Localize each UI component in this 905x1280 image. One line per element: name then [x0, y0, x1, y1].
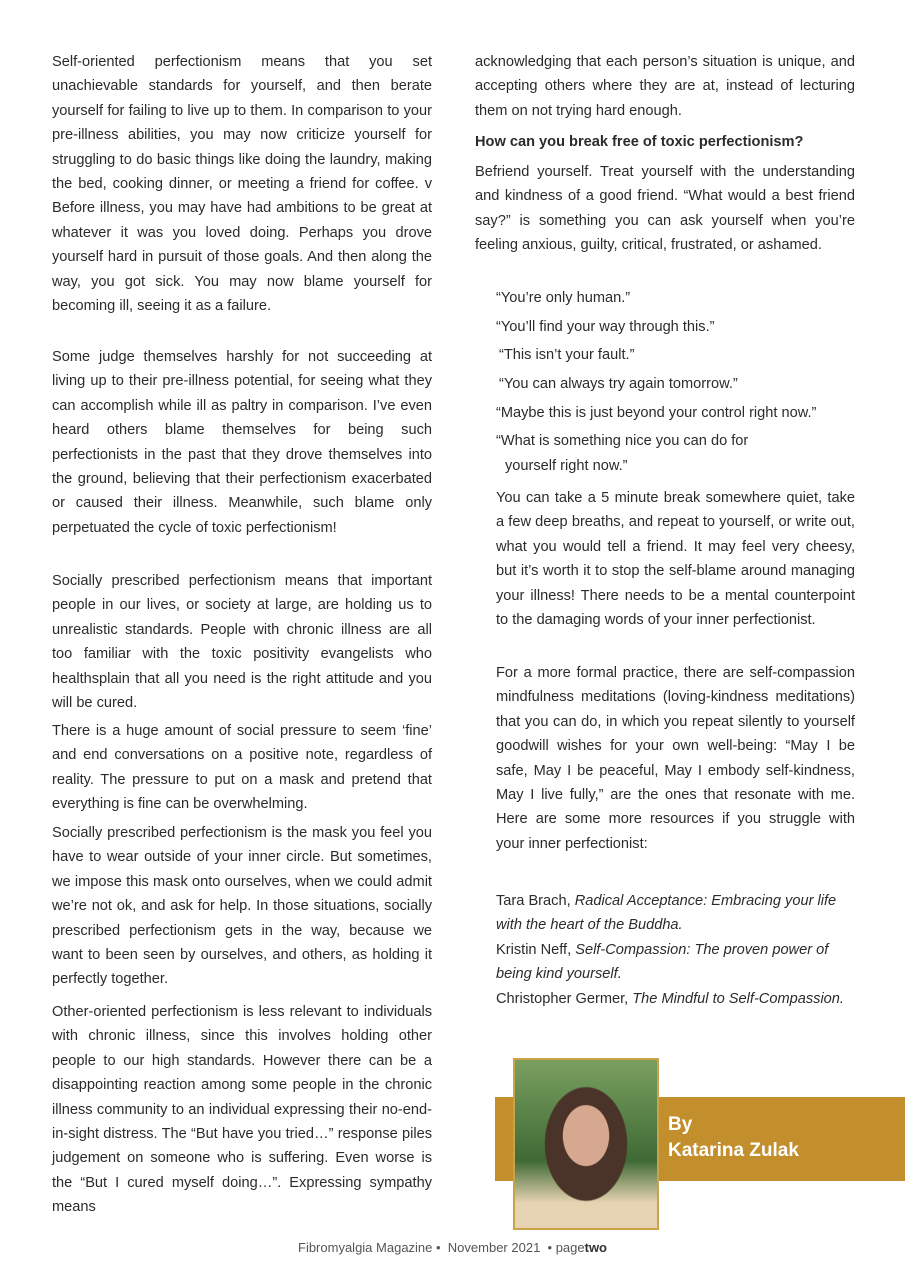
reference-item: [496, 987, 866, 1011]
quote: “You can always try again tomorrow.”: [499, 376, 738, 392]
footer-date: November 2021: [447, 1240, 541, 1255]
author-photo: [513, 1058, 659, 1230]
author-byline: [668, 1112, 799, 1164]
paragraph-befriend: Befriend yourself. Treat yourself with the understanding and kindness of a good friend. “What would a best friend say?” is something you can ask yourself when you’re feeling anxious, guilty, critical, frustrated, or ashamed.: [475, 164, 855, 254]
paragraph-other-oriented: Other-oriented perfectionism is less relevant to individuals with chronic illness, since this involves holding other people to our high standards. However there can be a disappointing reaction among some people in the chronic illness community to an individual expressing their no-end-in-sight distress. The “But have you tried…” response piles judgement on someone who is suffering. Even worse is the “But I cured myself doing…”. Expressing sympathy means: [52, 1004, 432, 1216]
reference-title: The Mindful to Self-Compassion.: [632, 990, 844, 1007]
reference-item: [496, 889, 866, 938]
byline-by: By: [668, 1114, 693, 1135]
paragraph-mask: Socially prescribed perfectionism is the mask you feel you have to wear outside of your inner circle. But sometimes, we impose this mask onto ourselves, when we could admit we’re not ok, and ask for help. In those situations, socially prescribed perfectionism gets in the way, because we want to been seen by ourselves, and others, as holding it perfectly together.: [52, 825, 432, 988]
paragraph-break: You can take a 5 minute break somewhere quiet, take a few deep breaths, and repeat to yourself, or write out, what you would tell a friend. It may feel very cheesy, but it’s worth it to stop the self-blame around managing your illness! There needs to be a mental counterpoint to the damaging words of your inner perfectionist.: [496, 490, 855, 629]
reference-title: Radical Acceptance: Embracing your life with the heart of the Buddha.: [496, 893, 837, 934]
quote: “You’ll find your way through this.”: [496, 319, 715, 335]
paragraph-practice: For a more formal practice, there are self-compassion mindfulness meditations (loving-kindness meditations) that you can do, in which you repeat silently to yourself goodwill wishes for your own well-being: “May I be safe, May I be peaceful, May I embody self-kindness, May I live fully,” are the ones that resonate with me. Here are some more resources if you struggle with your inner perfectionist:: [496, 665, 855, 852]
quote: “This isn’t your fault.”: [499, 347, 635, 363]
paragraph-judge-themselves: Some judge themselves harshly for not succeeding at living up to their pre-illness potential, for seeing what they can accomplish while ill as paltry in comparison. I’ve even heard others blame themselves for being such perfectionists in the past that they drove themselves into the ground, believing that their perfectionism exacerbated or caused their illness. Meanwhile, such blame only perpetuated the cycle of toxic perfectionism!: [52, 349, 432, 536]
section-heading: How can you break free of toxic perfectionism?: [475, 134, 804, 150]
paragraph-self-oriented: Self-oriented perfectionism means that you set unachievable standards for yourself, and then berate yourself for failing to live up to them. In comparison to your pre-illness abilities, you may now criticize yourself for struggling to do basic things like doing the laundry, making the bed, cooking dinner, or meeting a friend for coffee. v Before illness, you may have had ambitions to be great at whatever it was you loved doing. Perhaps you drove yourself hard in pursuit of those goals. And then along the way, you got sick. You may now blame yourself for becoming ill, seeing it as a failure.: [52, 54, 432, 315]
quote: “What is something nice you can do for: [496, 433, 749, 449]
reference-author: Tara Brach,: [496, 893, 575, 909]
quote: “Maybe this is just beyond your control right now.”: [496, 405, 817, 421]
footer-magazine: Fibromyalgia Magazine: [298, 1240, 433, 1255]
quote: “You’re only human.”: [496, 290, 631, 306]
paragraph-social-pressure: There is a huge amount of social pressure to seem ‘fine’ and end conversations on a positive note, regardless of reality. The pressure to put on a mask and pretend that everything is fine can be overwhelming.: [52, 723, 432, 813]
quote: yourself right now.”: [505, 458, 628, 474]
author-name: Katarina Zulak: [668, 1140, 799, 1161]
reference-item: [496, 938, 866, 987]
reference-title: Self-Compassion: The proven power of being kind yourself.: [496, 941, 829, 983]
paragraph-socially-prescribed: Socially prescribed perfectionism means that important people in our lives, or society at large, are holding us to unrealistic standards. People with chronic illness are all too familiar with the toxic positivity evangelists who healthsplain that all you need is the right attitude and you will be cured.: [52, 573, 432, 712]
footer-page-number: two: [584, 1240, 607, 1255]
paragraph-acknowledging: acknowledging that each person’s situation is unique, and accepting others where they are at, instead of lecturing them on not trying hard enough.: [475, 54, 855, 119]
reference-author: Kristin Neff,: [496, 941, 576, 958]
footer-page-prefix: page: [555, 1240, 585, 1255]
page-footer: Fibromyalgia Magazine • November 2021 • pagetwo: [298, 1240, 607, 1255]
references: [496, 889, 866, 1011]
reference-author: Christopher Germer,: [496, 990, 633, 1007]
